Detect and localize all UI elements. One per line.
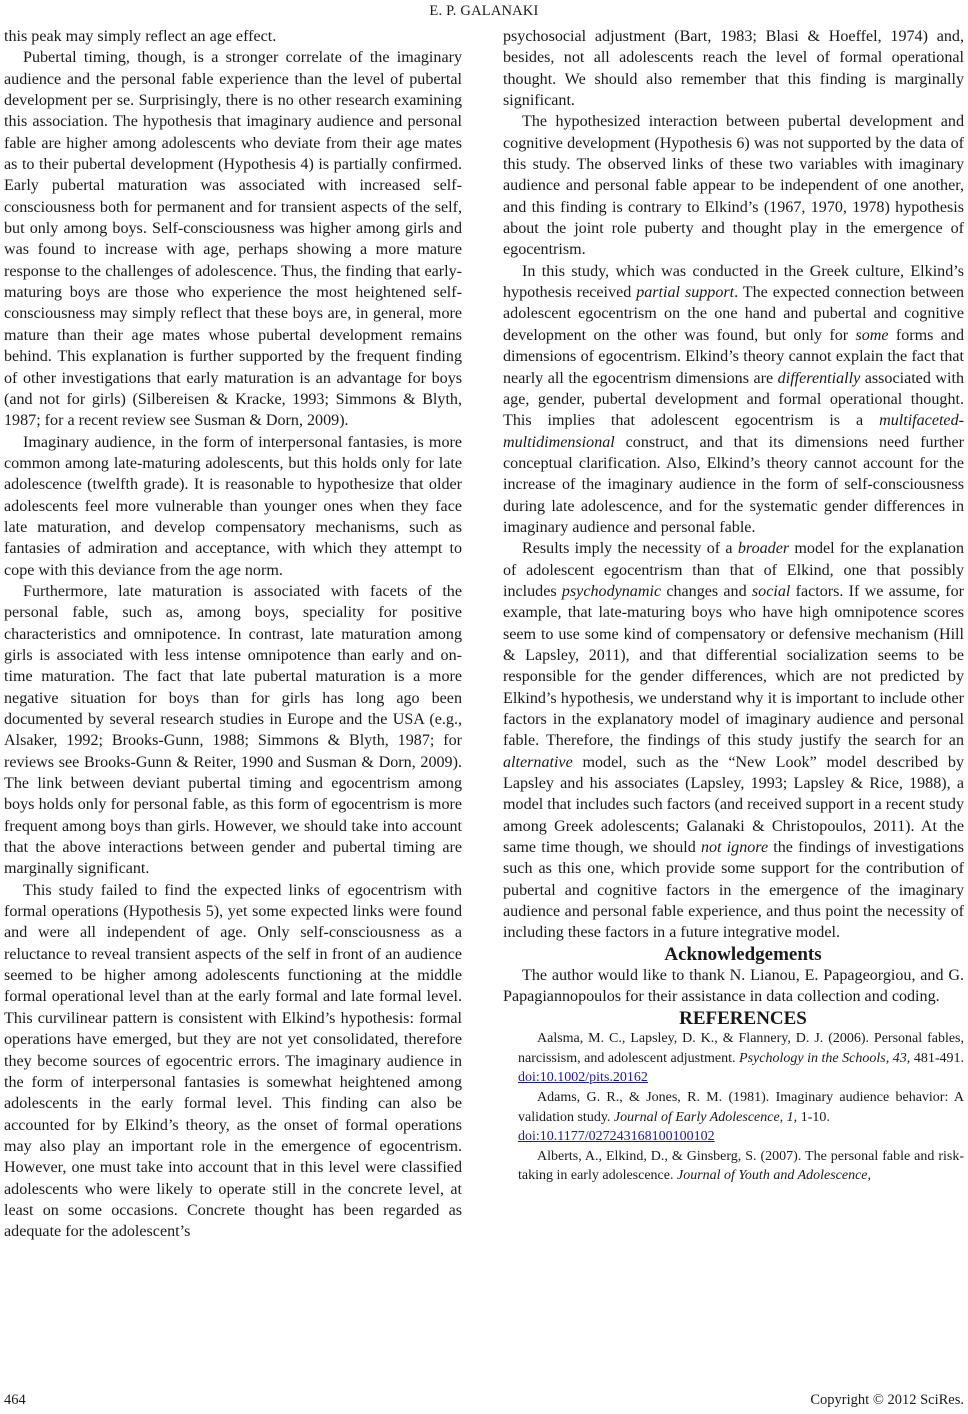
acknowledgements-text: The author would like to thank N. Lianou, E. Papageorgiou, and G. Papagiannopoulos for their assistance in data collection and coding. [503, 967, 964, 1006]
doi-link[interactable]: doi:10.1177/027243168100100102 [518, 1129, 715, 1145]
doi-link[interactable]: doi:10.1002/pits.20162 [518, 1070, 648, 1086]
body-paragraph: The hypothesized interaction between pubertal development and cognitive development (Hypothesis 6) was not supported by the data of this study. The observed links of these two variables with imaginary audience and personal fable appear to be independent of one another, and this finding is contrary to Elkind’s (1967, 1970, 1978) hypothesis about the joint role puberty and thought play in the emergence of egocentrism. [503, 113, 964, 259]
body-paragraph: This study failed to find the expected links of egocentrism with formal operations (Hypothesis 5), yet some expected links were found and were all independent of age. Only self-consciousness as a reluctance to reveal transient aspects of the self in front of an audience seemed to be higher among adolescents functioning at the middle formal operational level than at the early formal and late formal level. This curvilinear pattern is consistent with Elkind’s hypothesis: formal operations have emerged, but they are not yet consolidated, therefore they become sources of egocentric errors. The imaginary audience in the form of interpersonal fantasies is somewhat heightened among adolescents in the early formal level. This finding can also be accounted for by Elkind’s theory, as the onset of formal operations may also play an important role in the emergence of egocentrism. However, one must take into account that in this level were classified adolescents who were likely to operate still in the concrete level, at least on some occasions. Concrete thought has been regarded as adequate for the adolescent’s [4, 881, 462, 1241]
body-paragraph: Imaginary audience, in the form of interpersonal fantasies, is more common among late-maturing adolescents, but this holds only for late adolescence (twelfth grade). It is reasonable to hypothesize that older adolescents feel more vulnerable than younger ones when they face late maturation, and develop compensatory mechanisms, such as fantasies of admiration and acceptance, with which they attempt to cope with this deviance from the age norm. [4, 433, 462, 579]
body-paragraph: this peak may simply reflect an age effect. [4, 28, 277, 45]
page-number: 464 [4, 1392, 26, 1408]
right-column [503, 26, 964, 1186]
reference-item: Aalsma, M. C., Lapsley, D. K., & Flannery, D. J. (2006). Personal fables, narcissism, and adolescent adjustment. Psychology in the Schools, 43, 481-491. doi:10.1002/pits.20162 [518, 1031, 964, 1086]
reference-list [503, 1029, 964, 1186]
reference-item: Alberts, A., Elkind, D., & Ginsberg, S. (2007). The personal fable and risk-taking in early adolescence. Journal of Youth and Adolescence, [518, 1148, 964, 1184]
left-column [4, 26, 462, 1243]
body-paragraph: In this study, which was conducted in the Greek culture, Elkind’s hypothesis received partial support. The expected connection between adolescent egocentrism on the one hand and pubertal and cognitive development on the other was found, but only for some forms and dimensions of egocentrism. Elkind’s theory cannot explain the fact that nearly all the egocentrism dimensions are differentially associated with age, gender, pubertal development and formal operational thought. This implies that adolescent egocentrism is a multifaceted-multidimensional construct, and that its dimensions need further conceptual clarification. Also, Elkind’s theory cannot account for the increase of the imaginary audience in the form of self-consciousness during late adolescence, and for the systematic gender differences in imaginary audience and personal fable. [503, 262, 965, 536]
references-heading: REFERENCES [679, 1007, 807, 1029]
acknowledgements-heading: Acknowledgements [664, 943, 822, 965]
body-paragraph: Results imply the necessity of a broader model for the explanation of adolescent egocentrism than that of Elkind, one that possibly includes psychodynamic changes and social factors. If we assume, for example, that late-maturing boys who have high omnipotence scores seem to use some kind of compensatory or defensive mechanism (Hill & Lapsley, 2011), and that differential socialization seems to be responsible for the gender differences, which are not predicted by Elkind’s hypothesis, we understand why it is important to include other factors in the explanatory model of imaginary audience and personal fable. Therefore, the findings of this study justify the search for an alternative model, such as the “New Look” model described by Lapsley and his associates (Lapsley, 1993; Lapsley & Rice, 1988), a model that includes such factors (and received support in a recent study among Greek adolescents; Galanaki & Christopoulos, 2011). At the same time though, we should not ignore the findings of investigations such as this one, which provide some support for the contribution of pubertal and cognitive factors in the emergence of the imaginary audience and personal fable experience, and thus point the necessity of including these factors in a future integrative model. [503, 540, 965, 942]
copyright-notice: Copyright © 2012 SciRes. [810, 1392, 964, 1408]
body-paragraph: psychosocial adjustment (Bart, 1983; Blasi & Hoeffel, 1974) and, besides, not all adolescents reach the level of formal operational thought. We should also remember that this finding is marginally significant. [503, 28, 964, 110]
body-paragraph: Furthermore, late maturation is associated with facets of the personal fable, such as, among boys, speciality for positive characteristics and omnipotence. In contrast, late maturation among girls is associated with less intense omnipotence than early and on-time maturation. The fact that late pubertal maturation is a more negative situation for boys than for girls has long ago been documented by several research studies in Europe and the USA (e.g., Alsaker, 1992; Brooks-Gunn, 1988; Simmons & Blyth, 1987; for reviews see Brooks-Gunn & Reiter, 1990 and Susman & Dorn, 2009). The link between deviant pubertal timing and egocentrism among boys holds only for personal fable, as this form of egocentrism is more frequent among boys than girls. However, we should take into account that the above interactions between gender and pubertal timing are marginally significant. [4, 582, 462, 878]
running-header: E. P. GALANAKI [429, 3, 539, 19]
reference-item: Adams, G. R., & Jones, R. M. (1981). Imaginary audience behavior: A validation study. Journal of Early Adolescence, 1, 1-10. doi:10.1177/027243168100100102 [518, 1089, 964, 1145]
body-paragraph: Pubertal timing, though, is a stronger correlate of the imaginary audience and the personal fable experience than the level of pubertal development per se. Surprisingly, there is no other research examining this association. The hypothesis that imaginary audience and personal fable are higher among adolescents who deviate from their age mates as to their pubertal development (Hypothesis 4) is partially confirmed. Early pubertal maturation was associated with increased self-consciousness both for permanent and for transient aspects of the self, but only among boys. Self-consciousness was higher among girls and was found to increase with age, perhaps showing a more mature response to the challenges of adolescence. Thus, the finding that early-maturing boys are those who experience the most heightened self-consciousness may simply reflect that these boys are, in general, more mature than their age mates whose pubertal development remains behind. This explanation is further supported by the frequent finding of other investigations that early maturation is an advantage for boys (and not for girls) (Silbereisen & Kracke, 1993; Simmons & Blyth, 1987; for a recent review see Susman & Dorn, 2009). [4, 49, 462, 430]
